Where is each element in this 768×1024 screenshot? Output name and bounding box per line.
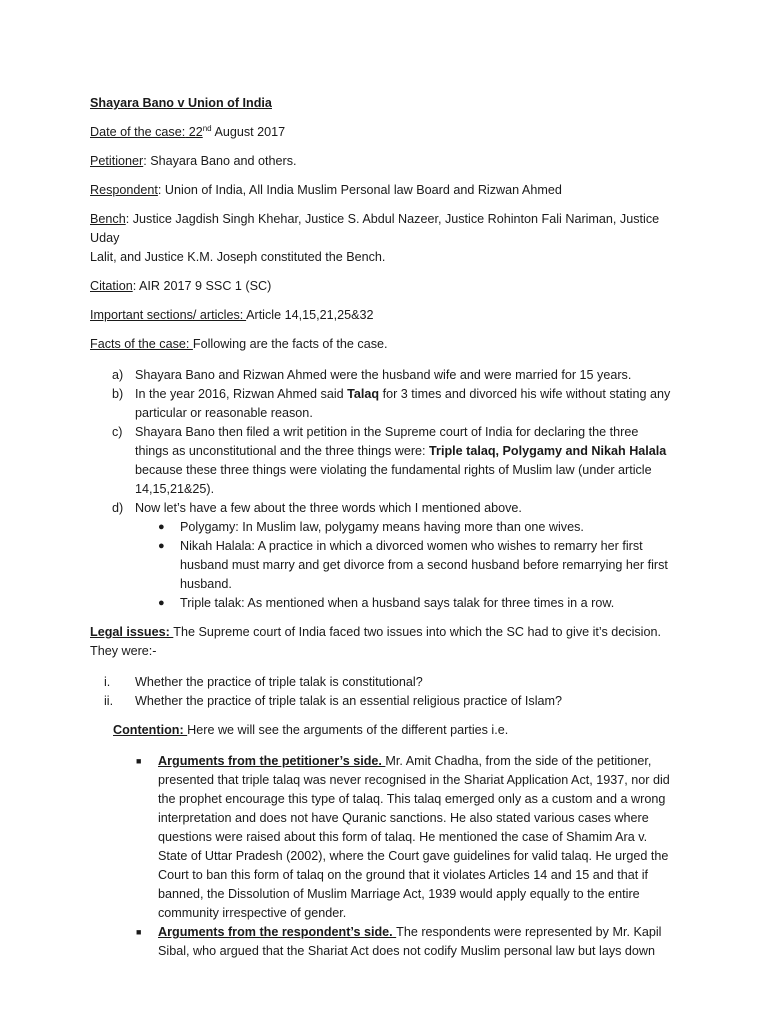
bullet-icon: ● — [158, 597, 165, 609]
argument-text: banned, the Dissolution of Muslim Marriage Act, 1939 would apply equally to the entire — [158, 887, 640, 901]
argument-heading: Arguments from the respondent’s side. — [158, 925, 397, 939]
date-day: 22 — [185, 125, 203, 139]
issue-item — [90, 692, 690, 711]
date-sup: nd — [202, 124, 212, 133]
fact-text: because these three things were violating the fundamental rights of Muslim law (under article — [135, 463, 652, 477]
definition-item — [90, 537, 690, 594]
bench-line — [90, 210, 690, 267]
document-page — [90, 94, 690, 961]
fact-item-d — [90, 499, 690, 518]
argument-text: questions were raised about this form of talaq. He mentioned the case of Shamim Ara v. — [158, 830, 648, 844]
fact-text: Now let’s have a few about the three words which I mentioned above. — [135, 501, 522, 515]
facts-line — [90, 335, 690, 354]
argument-text: Sibal, who argued that the Shariat Act does not codify Muslim personal law but lays down — [158, 944, 656, 958]
bullet-icon: ● — [158, 540, 165, 552]
square-bullet-icon: ■ — [136, 927, 142, 937]
definition-item — [90, 518, 690, 537]
facts-intro: Following are the facts of the case. — [192, 337, 388, 351]
issue-marker: i. — [104, 675, 111, 689]
argument-heading: Arguments from the petitioner’s side. — [158, 754, 386, 768]
citation-line — [90, 277, 690, 296]
definition-text: husband. — [180, 577, 232, 591]
petitioner-label: Petitioner — [90, 154, 144, 168]
argument-text: presented that triple talaq was never recognised in the Shariat Application Act, 1937, nor did — [158, 773, 670, 787]
bench-line1: : Justice Jagdish Singh Khehar, Justice S. Abdul Nazeer, Justice Rohinton Fali Nariman, Justice Uday — [90, 212, 660, 245]
fact-text: 14,15,21&25). — [135, 482, 215, 496]
issue-text: Whether the practice of triple talak is an essential religious practice of Islam? — [135, 694, 562, 708]
legal-issues-text: The Supreme court of India faced two issues into which the SC had to give it’s decision. — [173, 625, 661, 639]
legal-issues-text: They were:- — [90, 644, 157, 658]
petitioner-value: : Shayara Bano and others. — [143, 154, 297, 168]
fact-marker: a) — [112, 368, 124, 382]
definition-item — [90, 594, 690, 613]
date-rest: August 2017 — [211, 125, 286, 139]
definition-text: Polygamy: In Muslim law, polygamy means having more than one wives. — [180, 520, 584, 534]
fact-text: particular or reasonable reason. — [135, 406, 313, 420]
fact-item-b — [90, 385, 690, 423]
issue-text: Whether the practice of triple talak is constitutional? — [135, 675, 423, 689]
issues-list — [90, 673, 690, 711]
facts-label: Facts of the case: — [90, 337, 193, 351]
definitions-list — [90, 518, 690, 613]
fact-text: things as unconstitutional and the three things were: — [135, 444, 430, 458]
fact-marker: b) — [112, 387, 124, 401]
issue-marker: ii. — [104, 694, 114, 708]
contention-text: Here we will see the arguments of the different parties i.e. — [187, 723, 509, 737]
petitioner-line — [90, 152, 690, 171]
facts-list — [90, 366, 690, 613]
fact-text: Shayara Bano and Rizwan Ahmed were the husband wife and were married for 15 years. — [135, 368, 632, 382]
sections-value: Article 14,15,21,25&32 — [246, 308, 374, 322]
fact-text: In the year 2016, Rizwan Ahmed said — [135, 387, 348, 401]
fact-text: Shayara Bano then filed a writ petition in the Supreme court of India for declaring the three — [135, 425, 639, 439]
fact-marker: c) — [112, 425, 123, 439]
bench-label: Bench — [90, 212, 126, 226]
fact-text: for 3 times and divorced his wife without stating any — [379, 387, 671, 401]
fact-item-a — [90, 366, 690, 385]
argument-item-petitioner — [90, 752, 690, 923]
sections-label: Important sections/ articles: — [90, 308, 247, 322]
argument-text: Mr. Amit Chadha, from the side of the petitioner, — [385, 754, 652, 768]
arguments-list — [90, 752, 690, 961]
argument-text: State of Uttar Pradesh (2002), where the Court gave guidelines for valid talaq. He urged the — [158, 849, 669, 863]
fact-marker: d) — [112, 501, 124, 515]
fact-bold: Talaq — [347, 387, 380, 401]
argument-text: The respondents were represented by Mr. Kapil — [396, 925, 662, 939]
date-label: Date of the case: — [90, 125, 186, 139]
case-title: Shayara Bano v Union of India — [90, 96, 272, 110]
respondent-label: Respondent — [90, 183, 158, 197]
respondent-line — [90, 181, 690, 200]
sections-line — [90, 306, 690, 325]
argument-text: Court to ban this form of talaq on the ground that it violates Articles 14 and 15 and that if — [158, 868, 649, 882]
fact-bold: Triple talaq, Polygamy and Nikah Halala — [429, 444, 667, 458]
square-bullet-icon: ■ — [136, 756, 142, 766]
argument-text: the prophet encourage this type of talaq. This talaq emerged only as a custom and a wrong — [158, 792, 666, 806]
citation-value: : AIR 2017 9 SSC 1 (SC) — [132, 279, 272, 293]
argument-text: community irrespective of gender. — [158, 906, 347, 920]
contention-label: Contention: — [113, 723, 188, 737]
contention-line — [90, 721, 690, 740]
definition-text: Nikah Halala: A practice in which a divorced women who wishes to remarry her first — [180, 539, 643, 553]
bullet-icon: ● — [158, 521, 165, 533]
issue-item — [90, 673, 690, 692]
legal-issues-line — [90, 623, 690, 661]
argument-item-respondent — [90, 923, 690, 961]
legal-issues-label: Legal issues: — [90, 625, 174, 639]
bench-line2: Lalit, and Justice K.M. Joseph constituted the Bench. — [90, 250, 386, 264]
fact-item-c — [90, 423, 690, 499]
definition-text: Triple talak: As mentioned when a husband says talak for three times in a row. — [180, 596, 615, 610]
date-line — [90, 123, 690, 142]
definition-text: husband must marry and get divorce from a second husband before remarrying her first — [180, 558, 668, 572]
respondent-value: : Union of India, All India Muslim Personal law Board and Rizwan Ahmed — [157, 183, 562, 197]
argument-text: interpretation and does not have Quranic sanctions. He also stated various cases where — [158, 811, 649, 825]
citation-label: Citation — [90, 279, 133, 293]
